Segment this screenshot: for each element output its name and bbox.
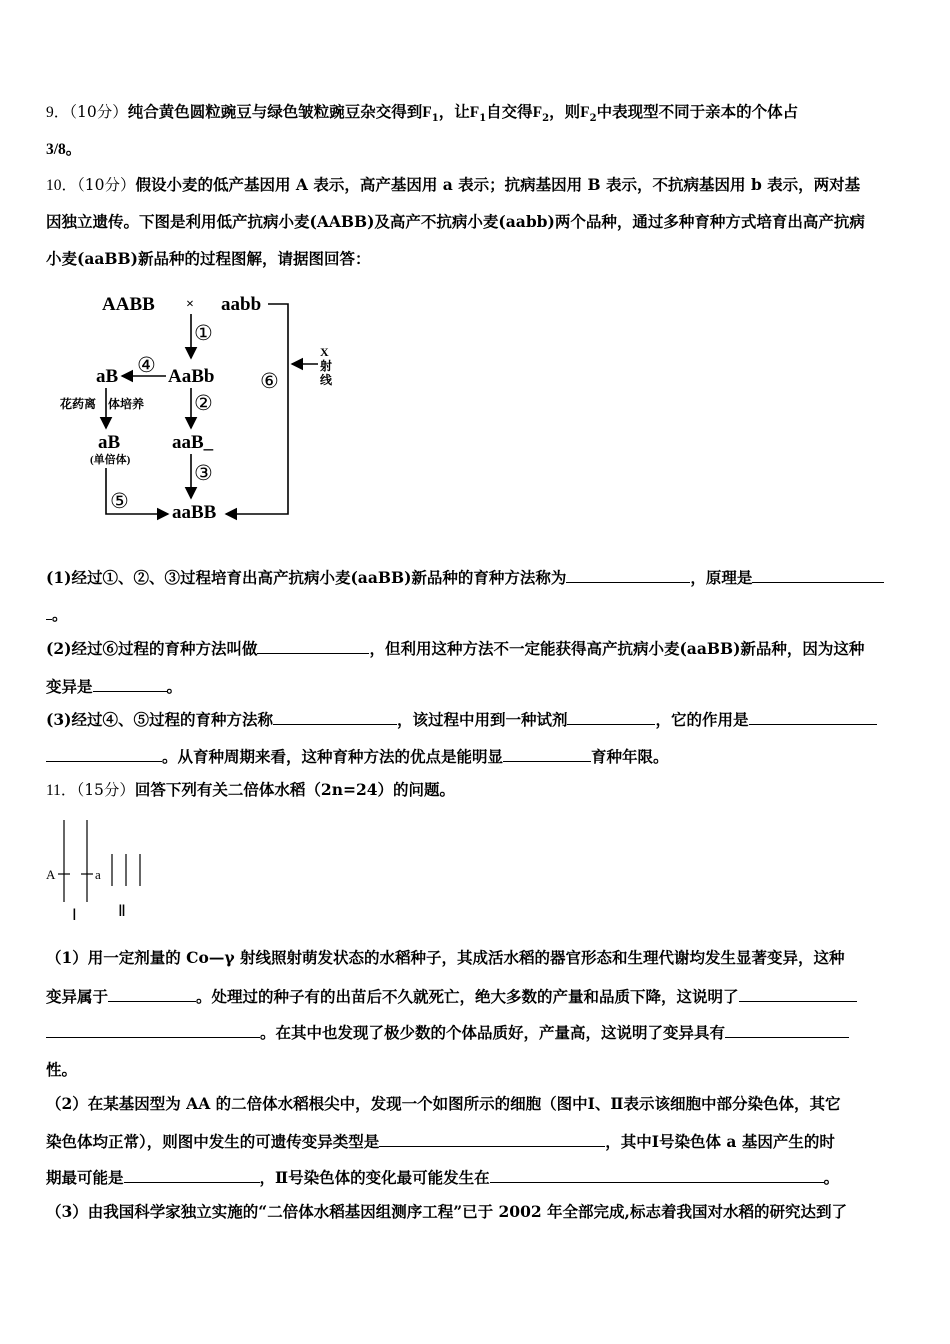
q10-sub3: (3)经过④、⑤过程的育种方法称 ，该过程中用到一种试剂 ，它的作用是 <box>46 709 906 730</box>
chromosome-I-label: Ⅰ <box>72 907 77 924</box>
answer-blank[interactable] <box>739 986 857 1002</box>
anther-culture-label-1: 花药离 <box>60 397 97 411</box>
allele-A-label: A <box>46 867 56 882</box>
q10-sub1-cont: 。 <box>46 604 906 625</box>
aaBB-genotype: aaBB <box>172 502 217 523</box>
answer-blank[interactable] <box>752 567 884 583</box>
q11-p1: （1）用一定剂量的 Co—γ 射线照射萌发状态的水稻种子，其成活水稻的器官形态和生理代谢均发生显著变异，这种 <box>46 948 845 967</box>
q10-line3: 小麦(aaBB)新品种的过程图解，请据图回答： <box>46 249 371 268</box>
chromosome-figure <box>44 816 154 926</box>
breeding-diagram <box>60 284 348 524</box>
answer-blank[interactable] <box>490 1167 824 1183</box>
q10-line1: 10．（10分）假设小麦的低产基因用 A 表示，高产基因用 a 表示；抗病基因用 B 表示，不抗病基因用 b 表示，两对基 <box>46 175 861 194</box>
q10-line2: 因独立遗传。下图是利用低产抗病小麦(AABB)及高产不抗病小麦(aabb)两个品种，通过多种育种方式培育出高产抗病 <box>46 212 865 231</box>
step-5: ⑤ <box>110 489 129 513</box>
haploid-aB: aB <box>98 432 121 453</box>
step-6: ⑥ <box>260 369 279 393</box>
step-2: ② <box>194 391 213 415</box>
xray-label-1: X <box>320 345 329 359</box>
q11-title: 11．（15分）回答下列有关二倍体水稻（2n=24）的问题。 <box>46 780 456 799</box>
q11-p2-cont2: 期最可能是 ，Ⅱ号染色体的变化最可能发生在 。 <box>46 1168 840 1187</box>
q11-p2: （2）在某基因型为 AA 的二倍体水稻根尖中，发现一个如图所示的细胞（图中Ⅰ、Ⅱ表示该细胞中部分染色体，其它 <box>46 1094 841 1113</box>
q11-p1-cont1: 变异属于 。处理过的种子有的出苗后不久就死亡，绝大多数的产量和品质下降，这说明了 <box>46 986 906 1007</box>
cross-symbol: × <box>186 297 194 312</box>
q9-line: 9．（10分）纯合黄色圆粒豌豆与绿色皱粒豌豆杂交得到$F_1$，让$F_1$自交得$F_2$，则$F_2$中表现型不同于亲本的个体占 <box>46 102 799 125</box>
answer-blank[interactable] <box>566 567 690 583</box>
haploid-label: (单倍体) <box>90 454 131 466</box>
answer-blank[interactable] <box>567 709 655 725</box>
q10-sub3-cont: 。从育种周期来看，这种育种方法的优点是能明显 育种年限。 <box>46 746 906 767</box>
step-3: ③ <box>194 461 213 485</box>
q10-sub1: (1)经过①、②、③过程培育出高产抗病小麦(aaBB)新品种的育种方法称为 ，原理是 <box>46 567 906 588</box>
q10-sub2: (2)经过⑥过程的育种方法叫做 ，但利用这种方法不一定能获得高产抗病小麦(aaBB)新品种，因为这种 <box>46 639 865 658</box>
answer-blank[interactable] <box>46 746 162 762</box>
allele-a-label: a <box>95 867 101 882</box>
xray-label-2: 射 <box>320 359 333 373</box>
step-1: ① <box>194 321 213 345</box>
q10-sub2-cont: 变异是 。 <box>46 677 183 696</box>
step-4: ④ <box>137 353 156 377</box>
q11-p2-cont1: 染色体均正常），则图中发生的可遗传变异类型是 ，其中Ⅰ号染色体 a 基因产生的时 <box>46 1132 835 1151</box>
gamete-aB: aB <box>96 366 119 387</box>
chromosome-II-label: Ⅱ <box>118 903 126 920</box>
answer-blank[interactable] <box>257 638 369 654</box>
answer-blank[interactable] <box>93 676 167 692</box>
q11-p1-cont2: 。在其中也发现了极少数的个体品质好，产量高，这说明了变异具有 <box>46 1022 906 1043</box>
parent-AABB: AABB <box>102 294 155 315</box>
answer-blank[interactable] <box>503 746 591 762</box>
parent-aabb: aabb <box>221 294 262 315</box>
anther-culture-label-2: 体培养 <box>108 397 145 411</box>
q9-answer: 3/8。 <box>46 141 82 158</box>
answer-blank[interactable] <box>124 1167 260 1183</box>
answer-blank[interactable] <box>379 1131 605 1147</box>
answer-blank[interactable] <box>749 709 877 725</box>
aaB-genotype: aaB_ <box>172 432 214 453</box>
answer-blank[interactable] <box>725 1022 849 1038</box>
q11-p3: （3）由我国科学家独立实施的“二倍体水稻基因组测序工程”已于 2002 年全部完成,标志着我国对水稻的研究达到了 <box>46 1202 847 1221</box>
xray-label-3: 线 <box>320 373 333 387</box>
f1-AaBb: AaBb <box>168 366 215 387</box>
answer-blank[interactable] <box>273 709 397 725</box>
q11-p1-cont3: 性。 <box>46 1060 78 1079</box>
answer-blank[interactable] <box>46 1022 260 1038</box>
answer-blank[interactable] <box>108 986 196 1002</box>
